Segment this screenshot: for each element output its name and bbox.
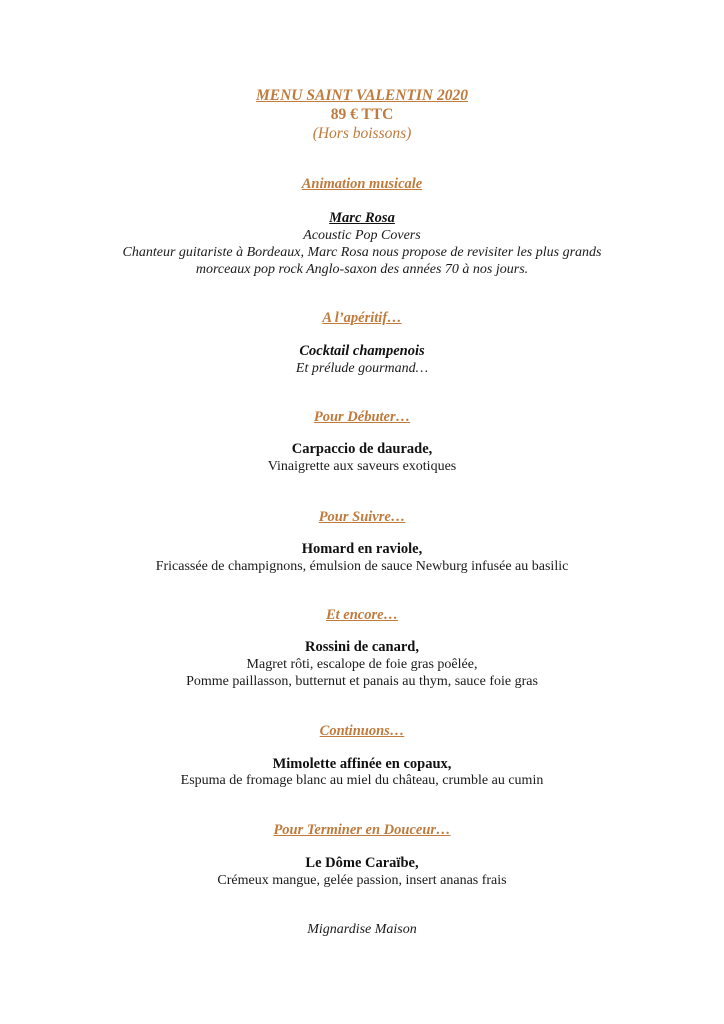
section-heading-aperitif: A l’apéritif… xyxy=(322,310,402,326)
menu-price: 89 € TTC xyxy=(330,106,394,123)
dish-debut: Carpaccio de daurade, xyxy=(291,441,433,457)
dish-aperitif: Cocktail champenois xyxy=(299,343,425,359)
dish-aperitif-description: Et prélude gourmand… xyxy=(295,361,429,376)
dish-dessert: Le Dôme Caraïbe, xyxy=(305,855,419,871)
dish-encore-description-line-1: Magret rôti, escalope de foie gras poêlée, xyxy=(246,657,478,672)
section-heading-animation: Animation musicale xyxy=(301,176,423,192)
dish-continuons: Mimolette affinée en copaux, xyxy=(272,756,452,772)
dish-continuons-description: Espuma de fromage blanc au miel du château, crumble au cumin xyxy=(180,773,544,788)
dish-suivre: Homard en raviole, xyxy=(301,541,423,557)
section-heading-debut: Pour Débuter… xyxy=(313,409,411,425)
dish-suivre-description: Fricassée de champignons, émulsion de sauce Newburg infusée au basilic xyxy=(155,559,569,574)
section-heading-suivre: Pour Suivre… xyxy=(318,509,406,525)
artist-name: Marc Rosa xyxy=(329,210,395,226)
artist-genre: Acoustic Pop Covers xyxy=(303,228,421,243)
menu-price-note: (Hors boissons) xyxy=(312,125,412,142)
dish-debut-description: Vinaigrette aux saveurs exotiques xyxy=(267,459,457,474)
dish-encore: Rossini de canard, xyxy=(304,639,419,655)
dish-dessert-description: Crémeux mangue, gelée passion, insert ananas frais xyxy=(217,873,507,888)
menu-title: MENU SAINT VALENTIN 2020 xyxy=(255,87,468,104)
mignardise-line: Mignardise Maison xyxy=(307,922,417,937)
section-heading-encore: Et encore… xyxy=(325,607,399,623)
dish-encore-description-line-2: Pomme paillasson, butternut et panais au thym, sauce foie gras xyxy=(186,674,538,689)
artist-description-line-2: morceaux pop rock Anglo-saxon des années 70 à nos jours. xyxy=(195,262,529,277)
artist-description-line-1: Chanteur guitariste à Bordeaux, Marc Rosa nous propose de revisiter les plus grands xyxy=(122,245,602,260)
section-heading-continuons: Continuons… xyxy=(319,723,405,739)
section-heading-dessert: Pour Terminer en Douceur… xyxy=(273,822,451,838)
